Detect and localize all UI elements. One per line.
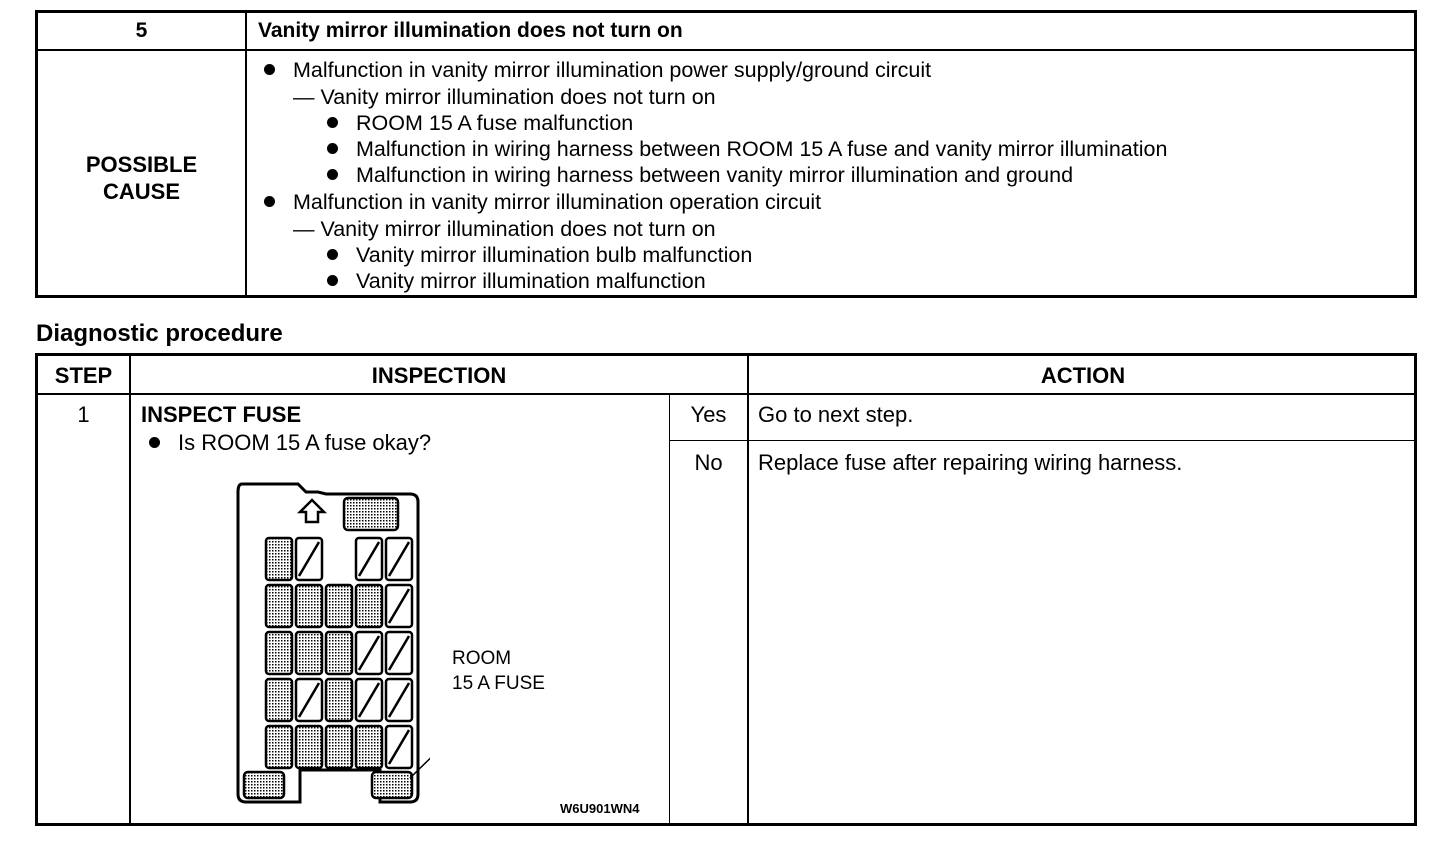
bullet-icon xyxy=(327,169,338,180)
bullet-icon xyxy=(327,249,338,260)
symptom-title: Vanity mirror illumination does not turn on xyxy=(258,19,683,42)
fuse-block-diagram xyxy=(230,478,430,808)
answer-no: No xyxy=(694,450,723,475)
no-action: Replace fuse after repairing wiring harness. xyxy=(758,450,1183,475)
cause-detail: Vanity mirror illumination bulb malfunction xyxy=(327,242,752,268)
possible-cause-label: POSSIBLE CAUSE xyxy=(85,152,198,204)
table-divider xyxy=(747,356,749,823)
symptom-number: 5 xyxy=(135,19,148,42)
cause-subitem: — Vanity mirror illumination does not turn on xyxy=(293,217,716,241)
header-action: ACTION xyxy=(1040,363,1126,388)
answer-yes: Yes xyxy=(690,402,727,427)
fuse-cell xyxy=(344,498,398,530)
figure-code: W6U901WN4 xyxy=(560,801,640,816)
table-divider xyxy=(245,13,247,295)
table-divider xyxy=(669,440,1414,441)
cause-item: Malfunction in vanity mirror illumination power supply/ground circuit xyxy=(264,57,931,83)
cause-detail: Malfunction in wiring harness between vanity mirror illumination and ground xyxy=(327,162,1073,188)
cause-subitem: — Vanity mirror illumination does not turn on xyxy=(293,85,716,109)
cause-item: Malfunction in vanity mirror illumination operation circuit xyxy=(264,189,821,215)
bullet-icon xyxy=(327,143,338,154)
fuse-label: ROOM 15 A FUSE xyxy=(452,648,545,694)
cause-detail: ROOM 15 A fuse malfunction xyxy=(327,110,633,136)
section-heading: Diagnostic procedure xyxy=(36,320,283,347)
table-divider xyxy=(38,49,1414,51)
bullet-icon xyxy=(327,117,338,128)
header-step: STEP xyxy=(54,363,113,388)
cause-detail: Vanity mirror illumination malfunction xyxy=(327,268,706,294)
bullet-icon xyxy=(264,196,275,207)
bullet-icon xyxy=(327,275,338,286)
table-divider xyxy=(129,356,131,823)
yes-action: Go to next step. xyxy=(758,402,914,427)
step-number: 1 xyxy=(77,402,90,427)
cause-detail: Malfunction in wiring harness between ROOM 15 A fuse and vanity mirror illumination xyxy=(327,136,1167,162)
bullet-icon xyxy=(149,437,160,448)
inspection-title: INSPECT FUSE xyxy=(141,402,302,427)
inspection-question: Is ROOM 15 A fuse okay? xyxy=(149,430,431,456)
header-inspection: INSPECTION xyxy=(371,363,507,388)
bullet-icon xyxy=(264,64,275,75)
